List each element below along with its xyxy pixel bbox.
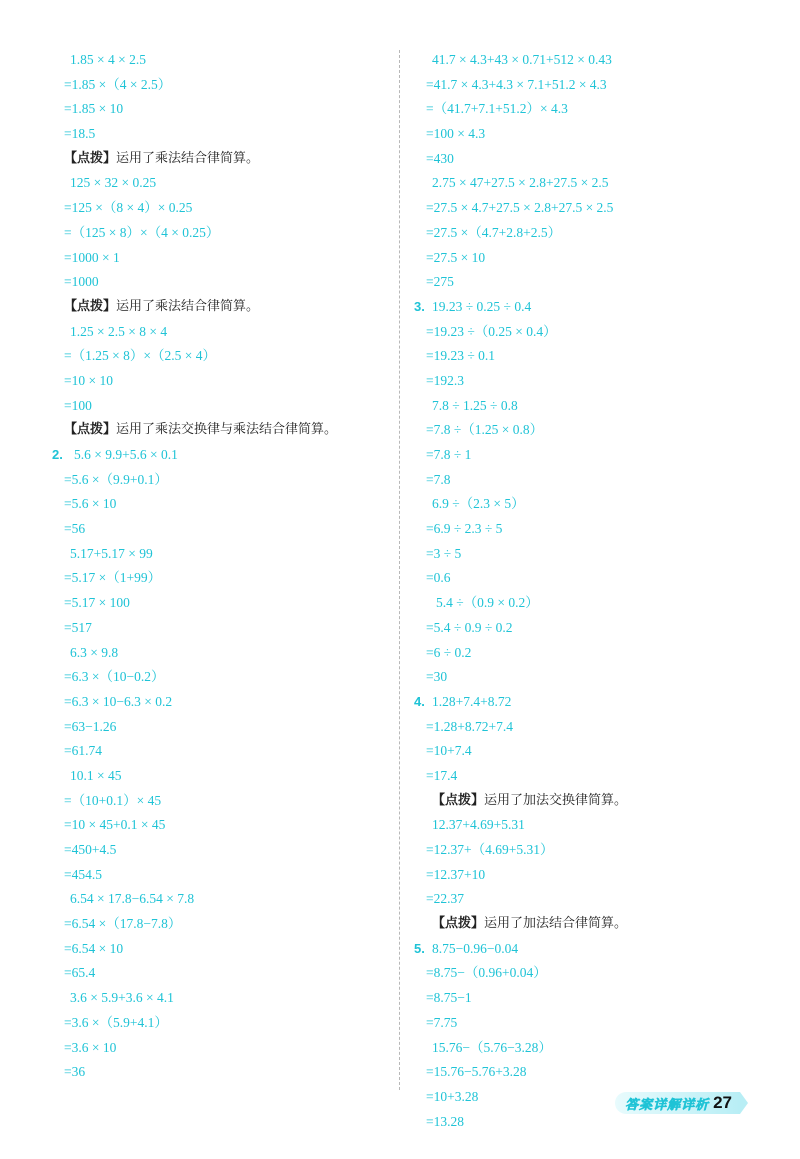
footer-label: 答案详解详析 [625, 1097, 710, 1113]
tip-text: 运用了加法交换律简算。 [484, 792, 628, 808]
expression-text: =19.23 ÷ 0.1 [426, 348, 496, 364]
expression-text: 6.3 × 9.8 [70, 644, 119, 660]
expression-text: =10 × 45+0.1 × 45 [64, 817, 166, 833]
left-column [52, 48, 382, 1085]
problem-line [414, 690, 754, 715]
step-line [414, 394, 754, 419]
expression-text: =6 ÷ 0.2 [426, 644, 472, 660]
step-line [414, 147, 754, 172]
step-line [414, 1011, 754, 1036]
expression-text: 7.8 ÷ 1.25 ÷ 0.8 [432, 397, 518, 413]
step-line [414, 665, 754, 690]
expression-text: =1.85 × 10 [64, 101, 124, 117]
step-line [52, 394, 382, 419]
step-line [52, 863, 382, 888]
step-line [52, 641, 382, 666]
step-line [414, 418, 754, 443]
expression-text: =12.37+（4.69+5.31） [426, 842, 554, 857]
step-line [52, 1036, 382, 1061]
expression-text: =27.5 × 10 [426, 249, 486, 265]
tip-tag: 【点拨】 [64, 422, 117, 438]
expression-text: =7.8 ÷ 1 [426, 447, 472, 462]
expression-text: 1.28+7.4+8.72 [432, 693, 512, 709]
step-line [414, 591, 754, 616]
expression-text: =6.3 × 10−6.3 × 0.2 [64, 693, 173, 709]
expression-text: =10 × 10 [64, 372, 113, 388]
expression-text: 5.4 ÷（0.9 × 0.2） [436, 595, 539, 611]
tip-text: 运用了乘法结合律简算。 [116, 150, 260, 166]
step-line [52, 665, 382, 690]
expression-text: =8.75−（0.96+0.04） [426, 965, 547, 981]
expression-text: =61.74 [64, 743, 102, 759]
step-line [52, 789, 382, 814]
step-line [414, 270, 754, 295]
expression-text: =27.5 × 4.7+27.5 × 2.8+27.5 × 2.5 [426, 200, 614, 216]
expression-text: 6.9 ÷（2.3 × 5） [432, 496, 525, 512]
step-line [414, 764, 754, 789]
step-line [52, 221, 382, 246]
expression-text: =10+3.28 [426, 1088, 479, 1104]
step-line [52, 171, 382, 196]
step-line [414, 492, 754, 517]
step-line [52, 542, 382, 567]
step-line [52, 320, 382, 345]
step-line [52, 739, 382, 764]
step-line [52, 961, 382, 986]
expression-text: =5.4 ÷ 0.9 ÷ 0.2 [426, 619, 513, 635]
step-line [414, 320, 754, 345]
step-line [52, 616, 382, 641]
expression-text: =7.75 [426, 1014, 458, 1030]
step-line [52, 122, 382, 147]
step-line [414, 887, 754, 912]
tip-line [414, 912, 754, 937]
tip-text: 运用了乘法结合律简算。 [116, 298, 260, 314]
expression-text: =19.23 ÷（0.25 × 0.4） [426, 323, 557, 339]
tip-tag: 【点拨】 [432, 792, 485, 808]
step-line [52, 270, 382, 295]
expression-text: =100 × 4.3 [426, 126, 486, 142]
step-line [52, 73, 382, 98]
step-line [52, 246, 382, 271]
expression-text: =125 ×（8 × 4）× 0.25 [64, 200, 193, 216]
footer-badge [615, 1092, 740, 1114]
step-line [52, 97, 382, 122]
step-line [414, 443, 754, 468]
expression-text: 12.37+4.69+5.31 [432, 817, 525, 833]
step-line [52, 887, 382, 912]
expression-text: =1000 × 1 [64, 249, 120, 265]
step-line [414, 369, 754, 394]
step-line [52, 369, 382, 394]
expression-text: =3 ÷ 5 [426, 545, 462, 561]
expression-text: =（1.25 × 8）×（2.5 × 4） [64, 348, 216, 364]
expression-text: 10.1 × 45 [70, 767, 122, 783]
expression-text: 2.75 × 47+27.5 × 2.8+27.5 × 2.5 [432, 175, 609, 191]
step-line [414, 122, 754, 147]
expression-text: 125 × 32 × 0.25 [70, 175, 157, 191]
expression-text: =56 [64, 521, 86, 537]
expression-text: =450+4.5 [64, 842, 117, 857]
step-line [52, 764, 382, 789]
step-line [52, 690, 382, 715]
expression-text: =6.54 ×（17.8−7.8） [64, 916, 182, 932]
step-line [52, 912, 382, 937]
step-line [414, 517, 754, 542]
expression-text: =（41.7+7.1+51.2）× 4.3 [426, 101, 568, 117]
expression-text: =1.85 ×（4 × 2.5） [64, 76, 172, 92]
problem-number: 2. [52, 447, 63, 462]
right-column [414, 48, 754, 1134]
expression-text: =100 [64, 397, 92, 413]
step-line [414, 863, 754, 888]
step-line [414, 986, 754, 1011]
expression-text: =65.4 [64, 965, 96, 981]
expression-text: =8.75−1 [426, 990, 472, 1006]
chevron-right-icon [740, 1092, 748, 1114]
page-footer [615, 1090, 748, 1116]
problem-line [414, 937, 754, 962]
step-line [52, 813, 382, 838]
expression-text: =7.8 [426, 471, 451, 487]
step-line [52, 591, 382, 616]
expression-text: =41.7 × 4.3+4.3 × 7.1+51.2 × 4.3 [426, 76, 607, 92]
step-line [52, 517, 382, 542]
tip-tag: 【点拨】 [64, 298, 117, 314]
expression-text: =（10+0.1）× 45 [64, 792, 162, 808]
tip-line [52, 418, 382, 443]
expression-text: =63−1.26 [64, 718, 117, 734]
expression-text: =275 [426, 274, 454, 290]
expression-text: 19.23 ÷ 0.25 ÷ 0.4 [432, 298, 532, 314]
expression-text: =3.6 × 10 [64, 1039, 117, 1055]
tip-text: 运用了加法结合律简算。 [484, 916, 628, 932]
expression-text: =0.6 [426, 570, 451, 586]
expression-text: 41.7 × 4.3+43 × 0.71+512 × 0.43 [432, 52, 612, 67]
step-line [414, 246, 754, 271]
step-line [414, 221, 754, 246]
tip-line [52, 147, 382, 172]
expression-text: =5.17 ×（1+99） [64, 570, 162, 586]
tip-line [52, 295, 382, 320]
expression-text: =36 [64, 1064, 86, 1080]
problem-number: 3. [414, 298, 425, 314]
expression-text: 8.75−0.96−0.04 [432, 940, 519, 956]
step-line [52, 492, 382, 517]
step-line [52, 344, 382, 369]
step-line [52, 48, 382, 73]
expression-text: =1000 [64, 274, 99, 290]
problem-number: 4. [414, 693, 425, 709]
tip-line [414, 789, 754, 814]
page-number: 27 [713, 1093, 732, 1112]
expression-text: 5.6 × 9.9+5.6 × 0.1 [74, 447, 178, 462]
step-line [414, 566, 754, 591]
step-line [52, 715, 382, 740]
step-line [52, 468, 382, 493]
expression-text: =7.8 ÷（1.25 × 0.8） [426, 422, 544, 438]
expression-text: 1.25 × 2.5 × 8 × 4 [70, 323, 168, 339]
expression-text: =5.6 ×（9.9+0.1） [64, 471, 168, 487]
expression-text: 5.17+5.17 × 99 [70, 545, 153, 561]
expression-text: =17.4 [426, 767, 458, 783]
step-line [52, 566, 382, 591]
expression-text: =22.37 [426, 891, 464, 907]
problem-number: 5. [414, 940, 425, 956]
expression-text: =10+7.4 [426, 743, 472, 759]
problem-line [52, 443, 382, 468]
step-line [414, 616, 754, 641]
expression-text: =30 [426, 669, 448, 685]
step-line [414, 48, 754, 73]
step-line [414, 468, 754, 493]
step-line [414, 739, 754, 764]
step-line [52, 838, 382, 863]
step-line [414, 961, 754, 986]
expression-text: =27.5 ×（4.7+2.8+2.5） [426, 224, 562, 240]
expression-text: =6.3 ×（10−0.2） [64, 669, 165, 685]
expression-text: =1.28+8.72+7.4 [426, 718, 513, 734]
step-line [414, 1060, 754, 1085]
step-line [52, 937, 382, 962]
step-line [52, 1060, 382, 1085]
step-line [414, 641, 754, 666]
step-line [414, 171, 754, 196]
step-line [414, 196, 754, 221]
expression-text: =192.3 [426, 372, 464, 388]
expression-text: 6.54 × 17.8−6.54 × 7.8 [70, 891, 195, 907]
expression-text: =6.9 ÷ 2.3 ÷ 5 [426, 521, 503, 537]
tip-tag: 【点拨】 [64, 150, 117, 166]
expression-text: =（125 × 8）×（4 × 0.25） [64, 224, 220, 240]
expression-text: =12.37+10 [426, 866, 486, 882]
expression-text: =6.54 × 10 [64, 940, 124, 956]
problem-line [414, 295, 754, 320]
step-line [414, 813, 754, 838]
tip-tag: 【点拨】 [432, 916, 485, 932]
expression-text: =13.28 [426, 1113, 464, 1129]
step-line [414, 1036, 754, 1061]
step-line [414, 542, 754, 567]
expression-text: =5.6 × 10 [64, 496, 117, 512]
step-line [52, 986, 382, 1011]
expression-text: 3.6 × 5.9+3.6 × 4.1 [70, 990, 174, 1006]
expression-text: =3.6 ×（5.9+4.1） [64, 1014, 168, 1030]
expression-text: =430 [426, 150, 454, 166]
expression-text: =517 [64, 619, 92, 635]
step-line [52, 1011, 382, 1036]
step-line [414, 73, 754, 98]
expression-text: 15.76−（5.76−3.28） [432, 1039, 552, 1055]
tip-text: 运用了乘法交换律与乘法结合律简算。 [116, 422, 338, 438]
step-line [414, 344, 754, 369]
expression-text: 1.85 × 4 × 2.5 [70, 52, 146, 67]
step-line [414, 838, 754, 863]
expression-text: =15.76−5.76+3.28 [426, 1064, 527, 1080]
step-line [414, 715, 754, 740]
step-line [414, 97, 754, 122]
column-divider [399, 50, 400, 1090]
expression-text: =18.5 [64, 126, 96, 142]
expression-text: =5.17 × 100 [64, 595, 130, 611]
step-line [52, 196, 382, 221]
expression-text: =454.5 [64, 866, 102, 882]
